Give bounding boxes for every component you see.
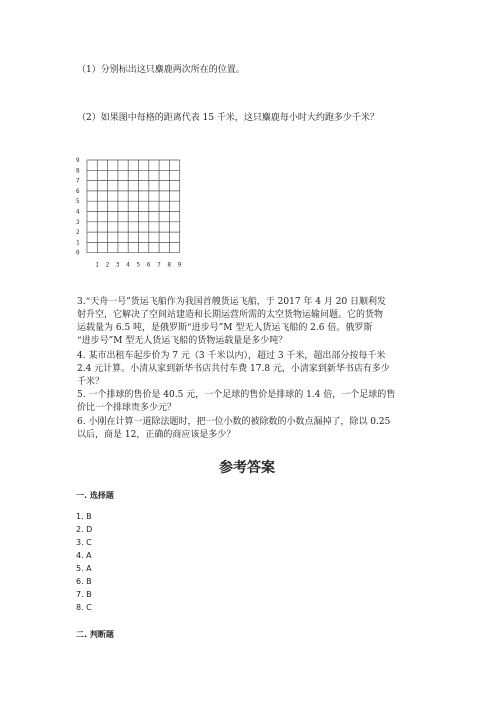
- answer-title: 参考答案: [219, 460, 275, 476]
- grid-y-label: 6: [76, 187, 80, 195]
- grid-y-label: 3: [76, 218, 80, 226]
- grid-y-label: 7: [76, 177, 80, 185]
- problem-5-line: 5. 一个排球的售价是 40.5 元，一个足球的售价是排球的 1.4 倍，一个足球的售: [77, 390, 396, 400]
- problem-3-line: 3.“天舟一号”货运飞船作为我国首艘货运飞船，于 2017 年 4 月 20 日顺利发: [77, 297, 387, 307]
- grid-y-label: 9: [76, 157, 80, 164]
- grid-x-label: 9: [177, 261, 182, 269]
- grid-y-label: 8: [76, 167, 80, 175]
- answer-item: 6. B: [76, 577, 92, 586]
- grid-x-label: 4: [126, 261, 130, 269]
- problem-4-line: 4. 某市出租车起步价为 7 元（3 千米以内），超过 3 千米，超出部分按每千米: [77, 351, 386, 361]
- grid-y-label: 4: [76, 208, 80, 216]
- problem-6-line: 以后，商是 12，正确的商应该是多少？: [77, 430, 236, 440]
- answer-item: 2. D: [76, 525, 93, 534]
- grid-y-label: 5: [76, 198, 80, 206]
- answer-item: 8. C: [76, 603, 92, 612]
- problem-3-line: “进步号”M 型无人货运飞船的货物运载量是多少吨？: [77, 336, 288, 346]
- answer-item: 3. C: [76, 538, 92, 547]
- problem-5-line: 价比一个排球贵多少元？: [77, 403, 177, 413]
- problem-6: [77, 416, 427, 442]
- grid-x-label: 3: [115, 261, 120, 269]
- problem-4: [77, 350, 427, 389]
- question-1: （1）分别标出这只麋鹿两次所在的位置。: [77, 65, 245, 75]
- grid-x-label: 6: [146, 261, 151, 269]
- grid-y-label: 0: [76, 249, 80, 257]
- grid-x-label: 5: [136, 261, 141, 269]
- problem-6-line: 6. 小刚在计算一道除法题时，把一位小数的被除数的小数点漏掉了，除以 0.25: [77, 417, 391, 427]
- answer-item: 1. B: [76, 512, 92, 521]
- grid-x-label: 7: [157, 261, 161, 269]
- answer-item: 7. B: [76, 590, 92, 599]
- question-2: （2）如果图中每格的距离代表 15 千米，这只麋鹿每小时大约跑多少千米？: [77, 113, 379, 123]
- answer-item: 4. A: [76, 551, 92, 560]
- grid-x-label: 1: [95, 261, 99, 269]
- grid-y-label: 1: [76, 239, 80, 247]
- grid-y-label: 2: [76, 229, 80, 237]
- grid-x-label: 2: [105, 261, 110, 269]
- problem-3-line: 运载量为 6.5 吨，是俄罗斯“进步号”M 型无人货运飞船的 2.6 倍。俄罗斯: [77, 323, 373, 333]
- problem-3-line: 射升空，它解决了空间站建造和长期运营所需的太空货物运输问题。它的货物: [77, 310, 384, 320]
- problem-4-line: 2.4 元计算。小清从家到新华书店共付车费 17.8 元，小清家到新华书店有多少: [77, 364, 390, 374]
- answer-item: 5. A: [76, 564, 92, 573]
- grid-x-label: 8: [167, 261, 172, 269]
- coordinate-grid: [74, 155, 204, 280]
- section-choice-title: 一. 选择题: [76, 491, 114, 500]
- problem-4-line: 千米？: [77, 377, 105, 387]
- section-judge-title: 二. 判断题: [76, 630, 114, 639]
- problem-5: [77, 389, 427, 415]
- problem-3: [77, 296, 427, 348]
